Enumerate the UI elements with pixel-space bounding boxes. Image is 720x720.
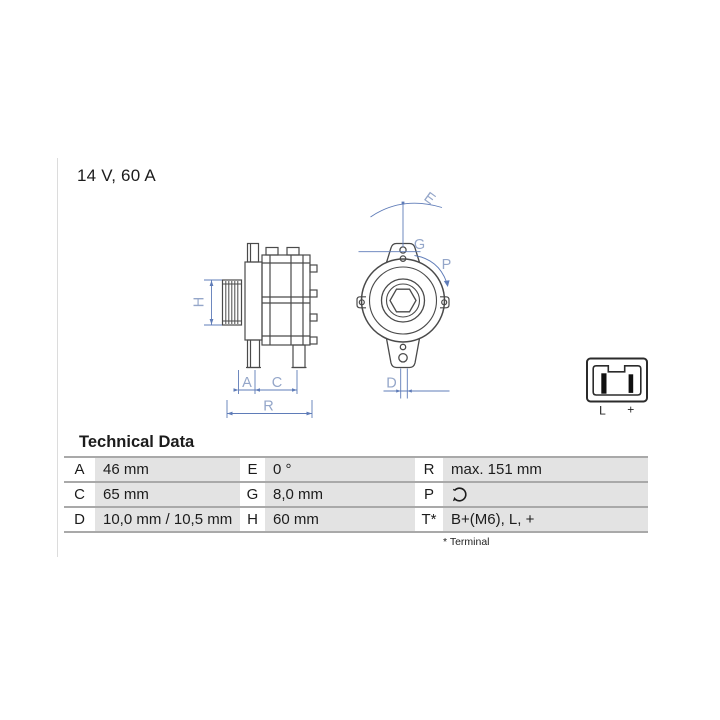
product-rating: 14 V, 60 A	[77, 166, 156, 185]
table-cell-value: max. 151 mm	[443, 458, 648, 481]
shaft-hex-nut	[390, 289, 416, 312]
table-cell-rotation	[443, 483, 648, 506]
table-row	[64, 458, 648, 481]
table-cell-key: E	[240, 458, 265, 481]
table-cell-value: 60 mm	[265, 508, 415, 531]
table-cell-key: T*	[415, 508, 443, 531]
dim-label-a: A	[242, 375, 252, 391]
connector-pin-plus-label: +	[627, 402, 635, 417]
side-view-dimensions	[191, 280, 312, 418]
table-cell-value: B+(M6), L, +	[443, 508, 648, 531]
side-tabs	[357, 297, 449, 308]
dim-label-c: C	[271, 375, 283, 391]
pulley	[223, 280, 242, 325]
table-row	[64, 481, 648, 506]
table-cell-key: D	[64, 508, 95, 531]
technical-data-table	[64, 456, 648, 533]
table-cell-value: 0 °	[265, 458, 415, 481]
bottom-mounting-ear	[387, 339, 420, 368]
connector-pin-l	[601, 373, 606, 393]
dim-label-p: P	[441, 257, 452, 273]
connector-pin-l-label: L	[599, 403, 606, 418]
dim-label-r: R	[263, 398, 274, 415]
table-cell-value: 8,0 mm	[265, 483, 415, 506]
dim-label-g: G	[413, 236, 426, 253]
alternator-body	[262, 248, 317, 368]
table-cell-key: H	[240, 508, 265, 531]
drive-end-bracket	[245, 244, 262, 368]
dim-label-e: E	[420, 189, 438, 209]
table-cell-key: G	[240, 483, 265, 506]
alternator-front-view	[357, 244, 449, 368]
terminal-footnote: * Terminal	[443, 536, 490, 548]
table-row	[64, 506, 648, 531]
table-cell-value: 65 mm	[95, 483, 240, 506]
table-cell-key: P	[415, 483, 443, 506]
table-cell-key: A	[64, 458, 95, 481]
connector-pin-plus	[629, 374, 634, 393]
technical-data-title: Technical Data	[79, 433, 195, 451]
rotation-direction-icon	[451, 486, 468, 503]
alternator-side-view	[223, 244, 318, 368]
dim-label-d: D	[386, 375, 397, 392]
table-cell-key: C	[64, 483, 95, 506]
connector-diagram	[587, 359, 647, 418]
dim-label-h: H	[191, 296, 208, 308]
table-cell-value: 46 mm	[95, 458, 240, 481]
table-cell-value: 10,0 mm / 10,5 mm	[95, 508, 240, 531]
table-cell-key: R	[415, 458, 443, 481]
